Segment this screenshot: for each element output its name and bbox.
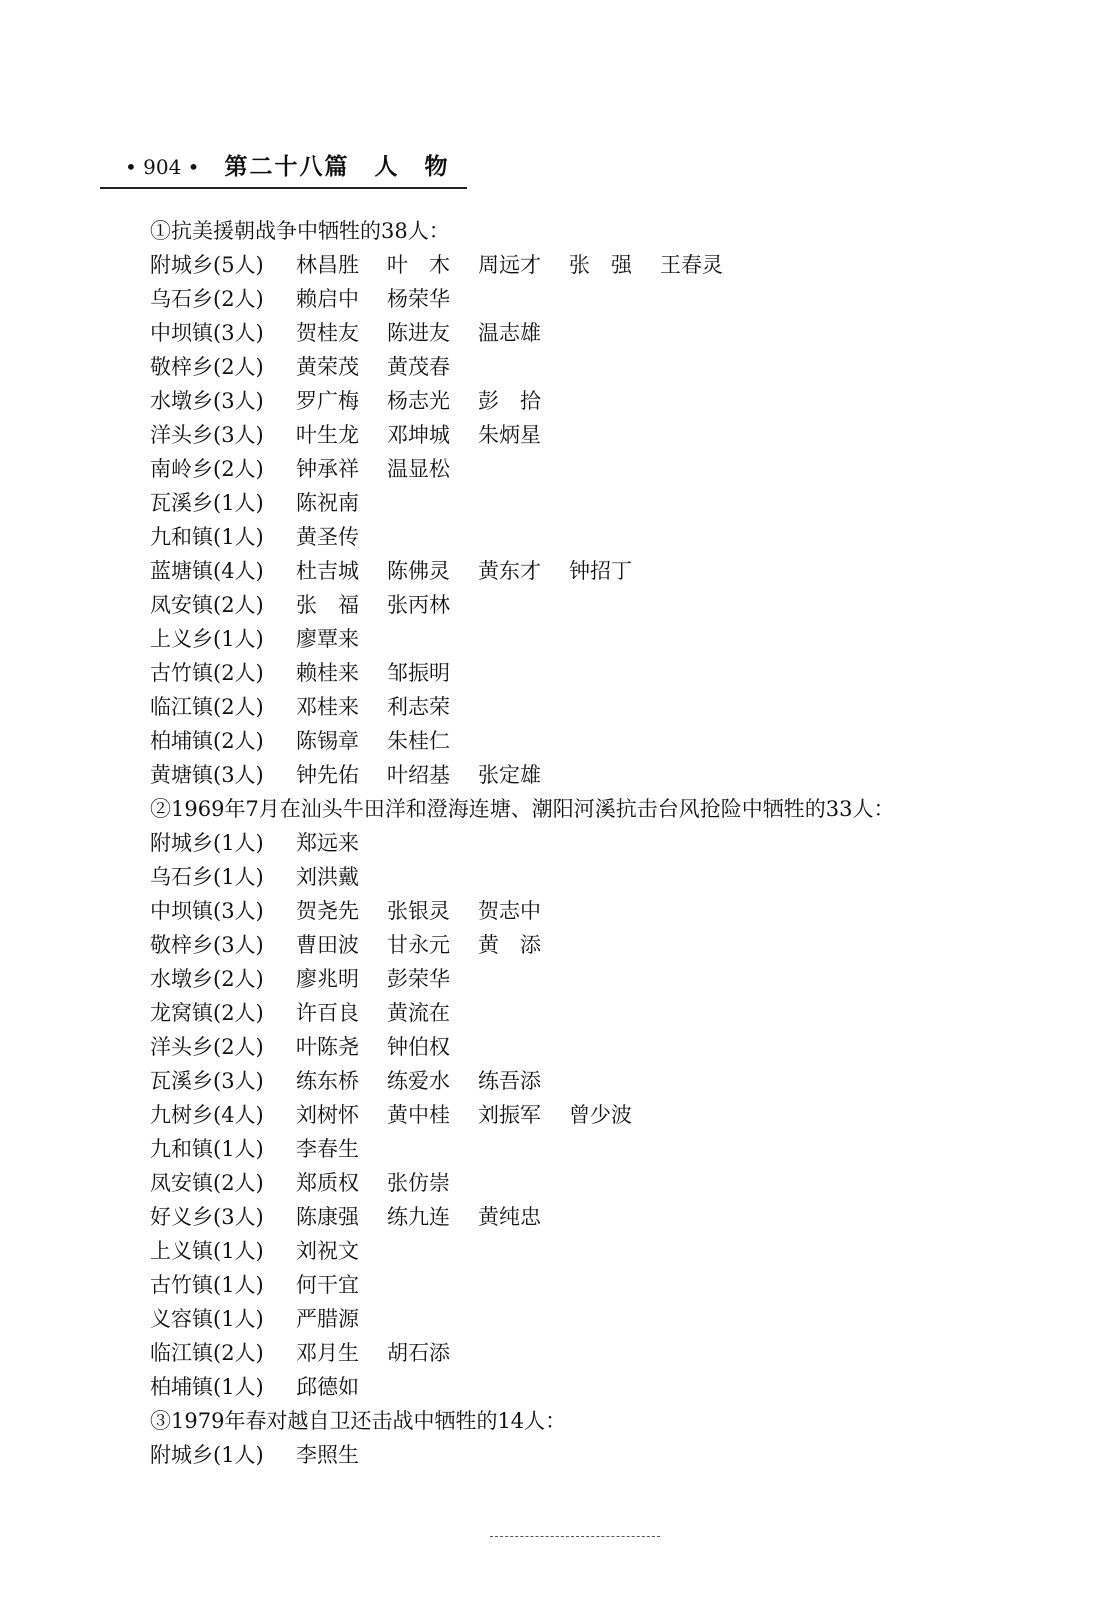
- name-list: [296, 316, 569, 350]
- person-name: 黄东才: [478, 559, 541, 583]
- page-header: [125, 148, 449, 181]
- list-row: [150, 1370, 1050, 1404]
- name-list: [296, 1336, 478, 1370]
- person-name: 周远才: [478, 253, 541, 277]
- person-name: 黄茂春: [387, 355, 450, 379]
- person-name: 邹振明: [387, 661, 450, 685]
- person-name: 练九连: [387, 1205, 450, 1229]
- list-row: [150, 996, 1050, 1030]
- person-name: 温显松: [387, 457, 450, 481]
- list-row: [150, 384, 1050, 418]
- person-name: 练爱水: [387, 1069, 450, 1093]
- person-name: 陈康强: [296, 1205, 359, 1229]
- list-row: [150, 282, 1050, 316]
- person-name: 陈佛灵: [387, 559, 450, 583]
- person-name: 朱桂仁: [387, 729, 450, 753]
- list-row: [150, 724, 1050, 758]
- list-row: [150, 1098, 1050, 1132]
- town-label: 附城乡(5人): [150, 253, 264, 277]
- name-list: [296, 724, 478, 758]
- person-name: 罗广梅: [296, 389, 359, 413]
- list-row: [150, 1268, 1050, 1302]
- section-title: ②1969年7月在汕头牛田洋和澄海连塘、潮阳河溪抗击台风抢险中牺牲的33人：: [150, 797, 895, 821]
- list-row: [150, 554, 1050, 588]
- person-name: 严腊源: [296, 1307, 359, 1331]
- town-label: 瓦溪乡(1人): [150, 491, 264, 515]
- person-name: 陈进友: [387, 321, 450, 345]
- person-name: 刘树怀: [296, 1103, 359, 1127]
- person-name: 钟招丁: [569, 559, 632, 583]
- town-label: 敬梓乡(2人): [150, 355, 264, 379]
- person-name: 许百良: [296, 1001, 359, 1025]
- town-label: 洋头乡(2人): [150, 1035, 264, 1059]
- name-list: [296, 1166, 478, 1200]
- person-name: 贺尧先: [296, 899, 359, 923]
- town-label: 临江镇(2人): [150, 1341, 264, 1365]
- person-name: 李春生: [296, 1137, 359, 1161]
- person-name: 杨志光: [387, 389, 450, 413]
- name-list: [296, 452, 478, 486]
- list-row: [150, 1132, 1050, 1166]
- town-label: 洋头乡(3人): [150, 423, 264, 447]
- name-list: [296, 1268, 387, 1302]
- person-name: 张 强: [569, 253, 632, 277]
- person-name: 钟先佑: [296, 763, 359, 787]
- list-row: [150, 962, 1050, 996]
- person-name: 陈祝南: [296, 491, 359, 515]
- person-name: 刘洪戴: [296, 865, 359, 889]
- list-row: [150, 1302, 1050, 1336]
- name-list: [296, 894, 569, 928]
- town-label: 临江镇(2人): [150, 695, 264, 719]
- person-name: 张银灵: [387, 899, 450, 923]
- name-list: [296, 248, 751, 282]
- person-name: 黄流在: [387, 1001, 450, 1025]
- list-row: [150, 1030, 1050, 1064]
- person-name: 廖兆明: [296, 967, 359, 991]
- memorial-list: [150, 214, 1050, 1472]
- person-name: 邓桂来: [296, 695, 359, 719]
- list-row: [150, 1166, 1050, 1200]
- list-row: [150, 860, 1050, 894]
- town-label: 乌石乡(1人): [150, 865, 264, 889]
- person-name: 曾少波: [569, 1103, 632, 1127]
- name-list: [296, 1234, 387, 1268]
- person-name: 刘祝文: [296, 1239, 359, 1263]
- person-name: 曹田波: [296, 933, 359, 957]
- name-list: [296, 962, 478, 996]
- person-name: 钟伯权: [387, 1035, 450, 1059]
- town-label: 凤安镇(2人): [150, 1171, 264, 1195]
- name-list: [296, 1064, 569, 1098]
- town-label: 凤安镇(2人): [150, 593, 264, 617]
- town-label: 附城乡(1人): [150, 1443, 264, 1467]
- list-row: [150, 1200, 1050, 1234]
- person-name: 彭荣华: [387, 967, 450, 991]
- town-label: 龙窝镇(2人): [150, 1001, 264, 1025]
- person-name: 陈锡章: [296, 729, 359, 753]
- town-label: 九和镇(1人): [150, 1137, 264, 1161]
- section-title: ①抗美援朝战争中牺牲的38人：: [150, 219, 450, 243]
- person-name: 杨荣华: [387, 287, 450, 311]
- list-row: [150, 588, 1050, 622]
- list-row: [150, 1336, 1050, 1370]
- town-label: 附城乡(1人): [150, 831, 264, 855]
- town-label: 九树乡(4人): [150, 1103, 264, 1127]
- person-name: 贺桂友: [296, 321, 359, 345]
- list-row: [150, 452, 1050, 486]
- town-label: 古竹镇(2人): [150, 661, 264, 685]
- town-label: 中坝镇(3人): [150, 899, 264, 923]
- name-list: [296, 826, 387, 860]
- town-label: 水墩乡(2人): [150, 967, 264, 991]
- town-label: 南岭乡(2人): [150, 457, 264, 481]
- person-name: 叶陈尧: [296, 1035, 359, 1059]
- name-list: [296, 554, 660, 588]
- person-name: 胡石添: [387, 1341, 450, 1365]
- name-list: [296, 928, 569, 962]
- person-name: 练东桥: [296, 1069, 359, 1093]
- person-name: 贺志中: [478, 899, 541, 923]
- person-name: 王春灵: [660, 253, 723, 277]
- list-row: [150, 826, 1050, 860]
- name-list: [296, 860, 387, 894]
- section-title: ③1979年春对越自卫还击战中牺牲的14人：: [150, 1409, 567, 1433]
- town-label: 柏埔镇(1人): [150, 1375, 264, 1399]
- name-list: [296, 588, 478, 622]
- name-list: [296, 384, 569, 418]
- list-row: [150, 690, 1050, 724]
- town-label: 义容镇(1人): [150, 1307, 264, 1331]
- list-row: [150, 758, 1050, 792]
- person-name: 黄中桂: [387, 1103, 450, 1127]
- list-row: [150, 418, 1050, 452]
- name-list: [296, 656, 478, 690]
- name-list: [296, 1132, 387, 1166]
- person-name: 黄荣茂: [296, 355, 359, 379]
- name-list: [296, 282, 478, 316]
- person-name: 林昌胜: [296, 253, 359, 277]
- name-list: [296, 1370, 387, 1404]
- person-name: 叶生龙: [296, 423, 359, 447]
- name-list: [296, 418, 569, 452]
- name-list: [296, 622, 387, 656]
- person-name: 利志荣: [387, 695, 450, 719]
- town-label: 九和镇(1人): [150, 525, 264, 549]
- list-row: [150, 248, 1050, 282]
- town-label: 古竹镇(1人): [150, 1273, 264, 1297]
- person-name: 李照生: [296, 1443, 359, 1467]
- person-name: 赖桂来: [296, 661, 359, 685]
- name-list: [296, 1302, 387, 1336]
- person-name: 甘永元: [387, 933, 450, 957]
- town-label: 敬梓乡(3人): [150, 933, 264, 957]
- list-row: [150, 1438, 1050, 1472]
- person-name: 朱炳星: [478, 423, 541, 447]
- person-name: 钟承祥: [296, 457, 359, 481]
- person-name: 张 福: [296, 593, 359, 617]
- person-name: 郑质权: [296, 1171, 359, 1195]
- town-label: 柏埔镇(2人): [150, 729, 264, 753]
- person-name: 何干宜: [296, 1273, 359, 1297]
- person-name: 邱德如: [296, 1375, 359, 1399]
- person-name: 叶绍基: [387, 763, 450, 787]
- person-name: 黄圣传: [296, 525, 359, 549]
- person-name: 黄纯忠: [478, 1205, 541, 1229]
- person-name: 廖覃来: [296, 627, 359, 651]
- list-row: [150, 520, 1050, 554]
- town-label: 上义乡(1人): [150, 627, 264, 651]
- list-row: [150, 1234, 1050, 1268]
- page-number: • 904 •: [125, 155, 200, 179]
- list-row: [150, 656, 1050, 690]
- person-name: 黄 添: [478, 933, 541, 957]
- list-row: [150, 894, 1050, 928]
- person-name: 张定雄: [478, 763, 541, 787]
- footer-rule: [490, 1536, 660, 1537]
- name-list: [296, 996, 478, 1030]
- name-list: [296, 758, 569, 792]
- person-name: 郑远来: [296, 831, 359, 855]
- person-name: 叶 木: [387, 253, 450, 277]
- person-name: 彭 拾: [478, 389, 541, 413]
- town-label: 好义乡(3人): [150, 1205, 264, 1229]
- person-name: 赖启中: [296, 287, 359, 311]
- list-row: [150, 622, 1050, 656]
- name-list: [296, 690, 478, 724]
- person-name: 刘振军: [478, 1103, 541, 1127]
- person-name: 练吾添: [478, 1069, 541, 1093]
- person-name: 张仿崇: [387, 1171, 450, 1195]
- name-list: [296, 486, 387, 520]
- name-list: [296, 1030, 478, 1064]
- person-name: 张丙林: [387, 593, 450, 617]
- town-label: 蓝塘镇(4人): [150, 559, 264, 583]
- name-list: [296, 1438, 387, 1472]
- list-row: [150, 928, 1050, 962]
- person-name: 杜吉城: [296, 559, 359, 583]
- chapter-title: 第二十八篇 人 物: [224, 154, 450, 180]
- name-list: [296, 1200, 569, 1234]
- town-label: 水墩乡(3人): [150, 389, 264, 413]
- town-label: 瓦溪乡(3人): [150, 1069, 264, 1093]
- town-label: 乌石乡(2人): [150, 287, 264, 311]
- town-label: 黄塘镇(3人): [150, 763, 264, 787]
- name-list: [296, 1098, 660, 1132]
- town-label: 中坝镇(3人): [150, 321, 264, 345]
- person-name: 邓月生: [296, 1341, 359, 1365]
- town-label: 上义镇(1人): [150, 1239, 264, 1263]
- header-rule: [100, 187, 467, 189]
- name-list: [296, 520, 387, 554]
- name-list: [296, 350, 478, 384]
- list-row: [150, 316, 1050, 350]
- person-name: 邓坤城: [387, 423, 450, 447]
- list-row: [150, 486, 1050, 520]
- person-name: 温志雄: [478, 321, 541, 345]
- list-row: [150, 350, 1050, 384]
- list-row: [150, 1064, 1050, 1098]
